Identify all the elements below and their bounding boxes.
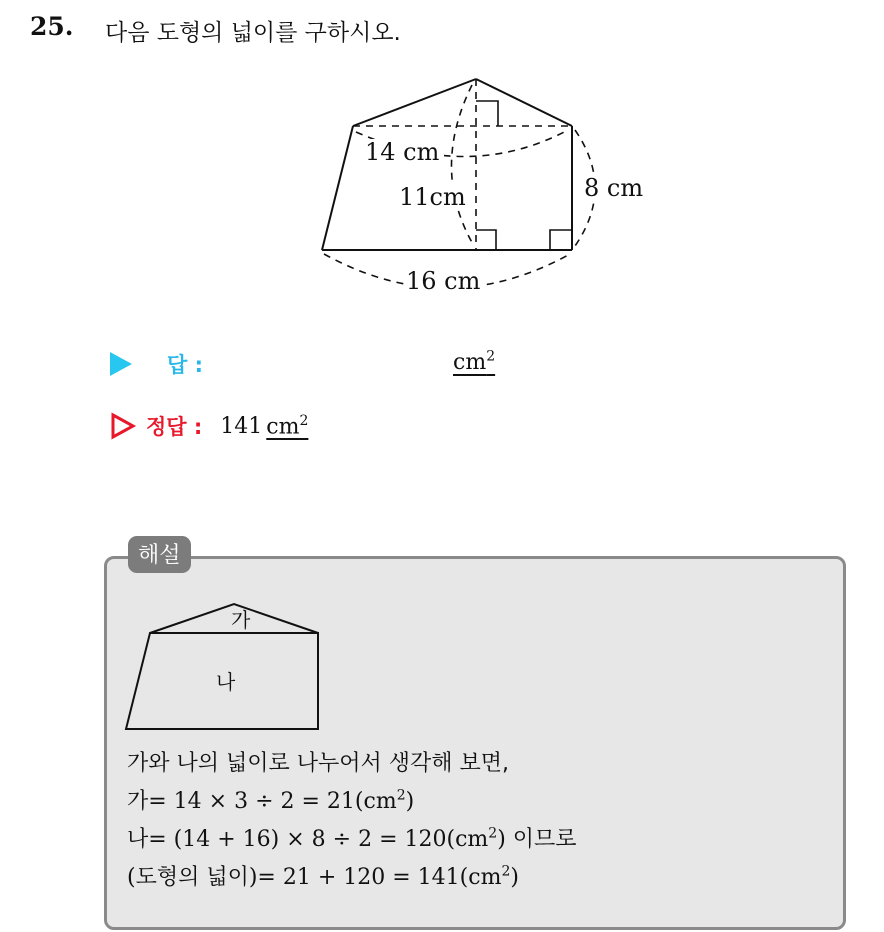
figure-left-edge (322, 126, 353, 250)
arc-11 (451, 85, 474, 246)
correct-answer-unit-exp: 2 (299, 412, 309, 429)
explanation-part-na-label: 나 (216, 670, 236, 694)
play-triangle-icon (110, 352, 132, 376)
explanation-part-ga-label: 가 (231, 608, 251, 632)
explanation-line-2: 가= $14 \times 3 \div 2 = 21(cm^2)$ (127, 787, 415, 814)
right-angle-top (476, 101, 498, 126)
question-text: 다음 도형의 넓이를 구하시오. (105, 20, 401, 46)
figure-roof-left (353, 79, 476, 126)
label-16cm: 16 cm (406, 267, 481, 295)
label-11cm: 11cm (399, 183, 466, 211)
explanation-line-3: 나= $(14 + 16) \times 8 \div 2 = 120(cm^2)$ 이므로 (127, 825, 577, 852)
label-8cm: 8 cm (584, 174, 644, 202)
answer-unit-exp: 2 (486, 349, 496, 365)
correct-answer-label: 정답 : (146, 415, 203, 439)
pentagon-figure (0, 0, 884, 320)
figure-roof-right (476, 79, 572, 126)
explanation-line-4: (도형의 넓이)= $21 + 120 = 141(cm^2)$ (127, 863, 519, 890)
answer-unit: cm (453, 350, 487, 376)
answer-label: 답 : (167, 353, 203, 377)
answer-blank-field[interactable] (453, 349, 495, 375)
label-14cm: 14 cm (365, 138, 440, 166)
correct-answer-value: 141 (220, 413, 263, 439)
question-number: 25. (30, 12, 74, 41)
explanation-tag: 해설 (128, 536, 191, 573)
outline-triangle-icon (110, 412, 136, 440)
answer-row (110, 346, 203, 382)
correct-answer-unit: cm (266, 414, 300, 440)
correct-answer-row (110, 408, 308, 444)
explanation-line-1: 가와 나의 넓이로 나누어서 생각해 보면, (127, 751, 509, 776)
right-angle-bottom-mid (476, 230, 496, 250)
right-angle-bottom-right (550, 230, 572, 250)
